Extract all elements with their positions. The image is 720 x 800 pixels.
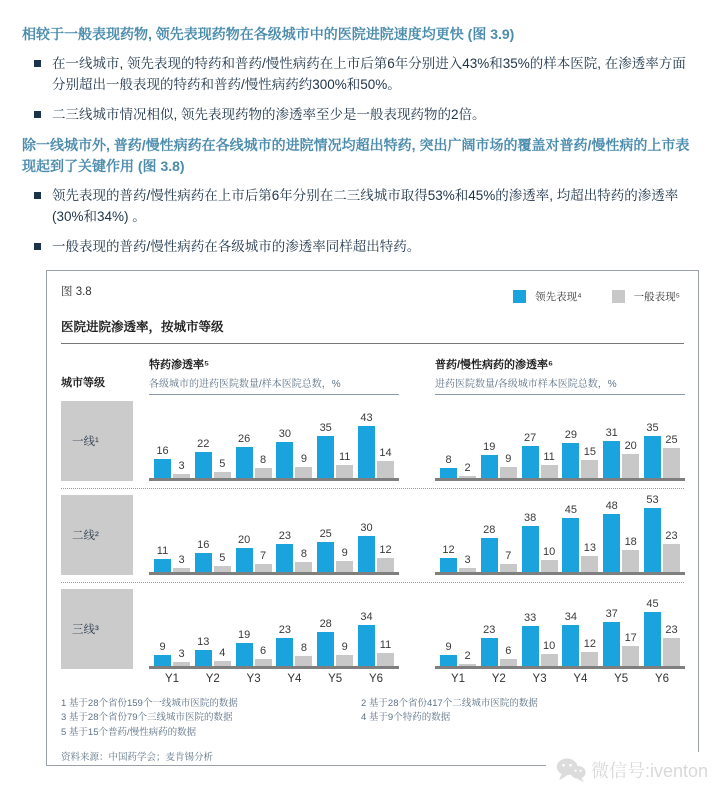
bar-value-label: 8 bbox=[445, 454, 452, 466]
bar-value-label: 30 bbox=[360, 522, 373, 534]
x-tick-label: Y3 bbox=[246, 673, 261, 685]
bar-group bbox=[644, 495, 680, 572]
figure-3-8 bbox=[46, 270, 699, 766]
bar-general bbox=[295, 656, 312, 666]
x-tick-label: Y6 bbox=[654, 673, 670, 685]
bar-leading bbox=[317, 436, 334, 478]
bar-general bbox=[500, 659, 517, 666]
tier-label: 二线² bbox=[72, 530, 99, 542]
legend-swatch-leading bbox=[513, 290, 526, 303]
bar-leading bbox=[154, 655, 171, 666]
bar-value-label: 27 bbox=[523, 432, 537, 444]
bar-group bbox=[522, 613, 558, 666]
footnote: 1 基于28个省份159个一线城市医院的数据 bbox=[61, 698, 238, 709]
legend bbox=[513, 289, 684, 304]
bar-value-label: 30 bbox=[278, 428, 292, 440]
bar-group bbox=[358, 612, 394, 666]
bar-value-label: 15 bbox=[583, 446, 597, 458]
bar-general bbox=[459, 476, 476, 478]
bar-group bbox=[644, 599, 680, 666]
bar-value-label: 37 bbox=[605, 608, 618, 620]
footnotes bbox=[61, 697, 684, 740]
chart-rows bbox=[61, 395, 684, 669]
bar-value-label: 43 bbox=[360, 412, 373, 424]
x-axis-panel bbox=[149, 673, 399, 685]
bar-value-label: 2 bbox=[464, 462, 471, 474]
bar-general bbox=[255, 468, 272, 478]
bar-group bbox=[195, 540, 231, 572]
bar-value-label: 26 bbox=[237, 433, 251, 445]
legend-item-general bbox=[612, 289, 680, 304]
bar-general bbox=[173, 662, 190, 666]
bar-value-label: 48 bbox=[605, 500, 618, 512]
x-tick-label: Y4 bbox=[287, 673, 302, 685]
bar-leading bbox=[358, 426, 375, 478]
bar-leading bbox=[276, 442, 293, 478]
bar-panel bbox=[149, 399, 399, 481]
bar-leading bbox=[276, 544, 293, 572]
bar-group bbox=[644, 423, 680, 478]
watermark bbox=[546, 752, 716, 788]
bar-leading bbox=[236, 643, 253, 666]
bar-general bbox=[336, 561, 353, 572]
column-title: 特药渗透率⁵ bbox=[149, 359, 210, 371]
bar-value-label: 28 bbox=[319, 618, 332, 630]
bar-leading bbox=[481, 638, 498, 666]
bar-leading bbox=[440, 655, 457, 666]
legend-label-leading: 领先表现⁴ bbox=[535, 291, 582, 303]
bar-value-label: 35 bbox=[646, 422, 659, 434]
bullet-text: 二三线城市情况相似, 领先表现药物的渗透率至少是一般表现药物的2倍。 bbox=[52, 106, 486, 122]
bar-group bbox=[481, 442, 517, 478]
bar-leading bbox=[562, 625, 579, 666]
bar-value-label: 3 bbox=[178, 460, 185, 472]
bar-value-label: 6 bbox=[505, 645, 512, 657]
bar-group bbox=[154, 642, 190, 666]
bar-general bbox=[377, 461, 394, 478]
legend-item-leading bbox=[513, 289, 582, 304]
legend-label-general: 一般表现⁵ bbox=[633, 291, 680, 303]
bar-value-label: 11 bbox=[379, 639, 392, 651]
tier-box bbox=[61, 401, 133, 481]
row-axis-label: 城市等级 bbox=[61, 377, 105, 389]
bar-group bbox=[522, 433, 558, 478]
x-tick-label: Y4 bbox=[573, 673, 588, 685]
bar-value-label: 3 bbox=[178, 648, 185, 660]
section-heading-2: 除一线城市外, 普药/慢性病药在各线城市的进院情况均超出特药, 突出广阔市场的覆盖对普药/慢性病的上市表现起到了关键作用 (图 3.8) bbox=[22, 136, 690, 174]
bar-value-label: 6 bbox=[260, 645, 267, 657]
tier-label: 三线³ bbox=[72, 624, 99, 636]
footnote: 5 基于15个普药/慢性病药的数据 bbox=[61, 726, 197, 738]
bar-general bbox=[500, 564, 517, 572]
bar-value-label: 9 bbox=[300, 453, 307, 465]
bullet-square-icon bbox=[34, 60, 41, 67]
bar-value-label: 3 bbox=[178, 554, 185, 566]
bar-value-label: 23 bbox=[278, 530, 292, 542]
x-tick-label: Y1 bbox=[450, 673, 466, 685]
bar-value-label: 29 bbox=[564, 429, 578, 441]
bar-value-label: 31 bbox=[605, 427, 618, 439]
bar-value-label: 28 bbox=[483, 524, 496, 536]
bar-group bbox=[481, 625, 517, 666]
column-title: 普药/慢性病药的渗透率⁶ bbox=[435, 359, 554, 371]
bar-general bbox=[214, 661, 231, 666]
bar-group bbox=[276, 625, 312, 666]
bar-leading bbox=[236, 447, 253, 478]
bar-general bbox=[295, 467, 312, 478]
bar-group bbox=[358, 413, 394, 478]
bar-general bbox=[459, 568, 476, 572]
x-axis-panel bbox=[435, 673, 685, 685]
bar-value-label: 12 bbox=[379, 544, 392, 556]
bar-leading bbox=[481, 538, 498, 572]
bar-value-label: 9 bbox=[505, 453, 512, 465]
bar-leading bbox=[195, 553, 212, 572]
bar-general bbox=[336, 655, 353, 666]
bullet-item bbox=[34, 237, 696, 258]
bar-value-label: 7 bbox=[260, 550, 267, 562]
bar-group bbox=[603, 609, 639, 666]
bullet-square-icon bbox=[34, 243, 41, 250]
column-subtitle: 进药医院数量/各级城市样本医院总数，% bbox=[435, 375, 685, 395]
bullet-item bbox=[34, 105, 696, 126]
bar-value-label: 2 bbox=[464, 650, 471, 662]
bar-general bbox=[581, 556, 598, 572]
bullet-text: 在一线城市, 领先表现的特药和普药/慢性病药在上市后第6年分别进入43%和35%的样本医院, 在渗透率方面分别超出一般表现的特药和普药/慢性病药约300%和50%。 bbox=[52, 56, 686, 92]
bar-general bbox=[663, 638, 680, 666]
bar-general bbox=[541, 654, 558, 666]
footnote: 3 基于28个省份79个三线城市医院的数据 bbox=[61, 712, 233, 724]
column-headers bbox=[61, 356, 684, 395]
bar-value-label: 10 bbox=[542, 640, 556, 652]
bar-leading bbox=[440, 558, 457, 572]
bar-general bbox=[214, 472, 231, 478]
bar-leading bbox=[358, 625, 375, 666]
section-heading-1: 相较于一般表现药物, 领先表现药物在各级城市中的医院进院速度均更快 (图 3.9) bbox=[22, 26, 515, 42]
bar-general bbox=[663, 448, 680, 478]
footnote: 2 基于28个省份417个二线城市医院的数据 bbox=[361, 698, 538, 709]
bar-value-label: 8 bbox=[300, 642, 307, 654]
bar-value-label: 18 bbox=[624, 536, 637, 548]
bar-general bbox=[377, 653, 394, 666]
bar-value-label: 34 bbox=[564, 611, 578, 623]
bar-value-label: 33 bbox=[523, 612, 537, 624]
bar-value-label: 25 bbox=[319, 528, 332, 540]
column-subtitle: 各级城市的进药医院数量/样本医院总数，% bbox=[149, 375, 399, 395]
bar-value-label: 9 bbox=[341, 547, 348, 559]
bar-general bbox=[622, 646, 639, 666]
bar-panel bbox=[149, 587, 399, 669]
bar-value-label: 22 bbox=[197, 438, 210, 450]
bar-value-label: 45 bbox=[646, 598, 659, 610]
bar-leading bbox=[358, 536, 375, 572]
wechat-icon bbox=[556, 757, 586, 783]
bar-value-label: 45 bbox=[564, 504, 578, 516]
bar-value-label: 20 bbox=[237, 534, 251, 546]
bar-group bbox=[522, 513, 558, 572]
bar-group bbox=[195, 439, 231, 478]
bar-value-label: 11 bbox=[543, 451, 555, 463]
bar-general bbox=[500, 467, 517, 478]
bar-value-label: 13 bbox=[197, 636, 210, 648]
bar-leading bbox=[522, 446, 539, 478]
bar-group bbox=[276, 429, 312, 478]
bar-leading bbox=[317, 542, 334, 572]
bar-general bbox=[336, 465, 353, 478]
source-line: 资料来源：中国药学会；麦肯锡分析 bbox=[61, 751, 214, 763]
bar-leading bbox=[644, 612, 661, 666]
x-tick-label: Y3 bbox=[532, 673, 547, 685]
bar-leading bbox=[522, 626, 539, 666]
bar-general bbox=[214, 566, 231, 572]
bar-value-label: 38 bbox=[523, 512, 537, 524]
bar-group bbox=[603, 501, 639, 572]
bar-leading bbox=[522, 526, 539, 572]
bar-leading bbox=[562, 518, 579, 572]
x-tick-label: Y5 bbox=[614, 673, 629, 685]
bar-value-label: 20 bbox=[624, 440, 637, 452]
bar-general bbox=[295, 562, 312, 572]
figure-title: 医院进院渗透率，按城市等级 bbox=[61, 320, 224, 334]
tier-box bbox=[61, 495, 133, 575]
bar-value-label: 12 bbox=[583, 638, 597, 650]
bar-value-label: 16 bbox=[156, 445, 169, 457]
bar-leading bbox=[481, 455, 498, 478]
bar-value-label: 23 bbox=[665, 624, 678, 636]
footnotes-left bbox=[61, 697, 361, 740]
bar-group bbox=[481, 525, 517, 572]
bar-general bbox=[541, 560, 558, 572]
bar-group bbox=[276, 531, 312, 572]
bar-general bbox=[622, 550, 639, 572]
bar-group bbox=[154, 446, 190, 478]
bar-value-label: 53 bbox=[646, 494, 659, 506]
bar-leading bbox=[603, 441, 620, 478]
footnote: 4 基于9个特药的数据 bbox=[361, 712, 451, 724]
bar-value-label: 19 bbox=[483, 441, 496, 453]
bar-general bbox=[622, 454, 639, 478]
watermark-text: 微信号:iventon bbox=[590, 761, 708, 781]
bar-value-label: 9 bbox=[445, 641, 452, 653]
bar-value-label: 16 bbox=[197, 539, 210, 551]
bar-value-label: 23 bbox=[665, 530, 678, 542]
figure-number: 图 3.8 bbox=[61, 286, 92, 298]
bar-group bbox=[440, 455, 476, 478]
bar-value-label: 35 bbox=[319, 422, 332, 434]
bar-general bbox=[173, 474, 190, 478]
bar-general bbox=[459, 664, 476, 666]
bar-value-label: 11 bbox=[156, 545, 169, 557]
bullet-item bbox=[34, 54, 696, 96]
bar-group bbox=[236, 535, 272, 572]
bar-value-label: 8 bbox=[300, 548, 307, 560]
chart-row bbox=[61, 489, 684, 575]
bar-value-label: 19 bbox=[237, 629, 251, 641]
bar-group bbox=[236, 434, 272, 478]
footnotes-right bbox=[361, 697, 538, 740]
bar-value-label: 9 bbox=[341, 641, 348, 653]
x-tick-label: Y2 bbox=[491, 673, 506, 685]
bar-group bbox=[562, 505, 598, 572]
bar-group bbox=[562, 430, 598, 478]
bar-value-label: 3 bbox=[464, 554, 471, 566]
bar-value-label: 25 bbox=[665, 434, 678, 446]
bar-value-label: 11 bbox=[338, 451, 351, 463]
bar-general bbox=[255, 564, 272, 572]
bar-leading bbox=[562, 443, 579, 478]
bar-value-label: 5 bbox=[219, 552, 226, 564]
bar-value-label: 8 bbox=[260, 454, 267, 466]
bar-value-label: 17 bbox=[624, 632, 637, 644]
bar-value-label: 23 bbox=[278, 624, 292, 636]
bar-panel bbox=[149, 493, 399, 575]
bar-general bbox=[663, 544, 680, 572]
bar-panel bbox=[435, 587, 685, 669]
chart-row bbox=[61, 583, 684, 669]
x-tick-label: Y2 bbox=[205, 673, 220, 685]
bar-leading bbox=[154, 559, 171, 572]
bar-leading bbox=[644, 436, 661, 478]
chart-row bbox=[61, 395, 684, 481]
bar-group bbox=[603, 428, 639, 478]
bar-value-label: 7 bbox=[505, 550, 512, 562]
bar-leading bbox=[195, 650, 212, 666]
bar-leading bbox=[644, 508, 661, 572]
column-header-special-drugs bbox=[149, 356, 399, 395]
x-axis bbox=[61, 673, 684, 685]
bullet-text: 领先表现的普药/慢性病药在上市后第6年分别在二三线城市取得53%和45%的渗透率, 均超出特药的渗透率 (30%和34%) 。 bbox=[52, 187, 679, 224]
bar-leading bbox=[276, 638, 293, 666]
bullet-text: 一般表现的普药/慢性病药在各级城市的渗透率同样超出特药。 bbox=[52, 238, 421, 254]
bar-group bbox=[358, 523, 394, 572]
bar-group bbox=[195, 637, 231, 666]
bar-group bbox=[440, 545, 476, 572]
bar-general bbox=[581, 460, 598, 478]
bar-value-label: 12 bbox=[442, 544, 455, 556]
bar-value-label: 5 bbox=[219, 458, 226, 470]
bullet-square-icon bbox=[34, 192, 41, 199]
bar-leading bbox=[195, 452, 212, 478]
bar-panel bbox=[435, 399, 685, 481]
tier-label: 一线¹ bbox=[72, 436, 99, 448]
bullet-square-icon bbox=[34, 111, 41, 118]
bar-general bbox=[377, 558, 394, 572]
x-tick-label: Y1 bbox=[164, 673, 180, 685]
column-header-general-drugs bbox=[435, 356, 685, 395]
bar-panel bbox=[435, 493, 685, 575]
bar-value-label: 34 bbox=[360, 611, 373, 623]
bar-general bbox=[541, 465, 558, 478]
bullet-item bbox=[34, 186, 696, 228]
bar-general bbox=[173, 568, 190, 572]
bar-value-label: 13 bbox=[583, 542, 597, 554]
text-block bbox=[0, 0, 720, 258]
bar-leading bbox=[317, 632, 334, 666]
bar-value-label: 23 bbox=[483, 624, 496, 636]
bar-group bbox=[317, 619, 353, 666]
tier-box bbox=[61, 589, 133, 669]
bar-group bbox=[562, 612, 598, 666]
bar-group bbox=[440, 642, 476, 666]
bar-group bbox=[317, 529, 353, 572]
bar-value-label: 9 bbox=[159, 641, 166, 653]
bar-leading bbox=[603, 622, 620, 666]
bar-group bbox=[236, 630, 272, 666]
bar-leading bbox=[236, 548, 253, 572]
x-tick-label: Y6 bbox=[368, 673, 384, 685]
bar-value-label: 4 bbox=[219, 647, 226, 659]
title-divider bbox=[61, 343, 684, 344]
x-tick-label: Y5 bbox=[328, 673, 343, 685]
bar-leading bbox=[440, 468, 457, 478]
bar-general bbox=[581, 652, 598, 666]
bar-group bbox=[154, 546, 190, 572]
bar-value-label: 14 bbox=[379, 447, 392, 459]
bar-leading bbox=[603, 514, 620, 572]
bar-general bbox=[255, 659, 272, 666]
bar-leading bbox=[154, 459, 171, 478]
bar-value-label: 10 bbox=[542, 546, 556, 558]
legend-swatch-general bbox=[612, 290, 625, 303]
figure-header bbox=[61, 283, 684, 304]
bar-group bbox=[317, 423, 353, 478]
